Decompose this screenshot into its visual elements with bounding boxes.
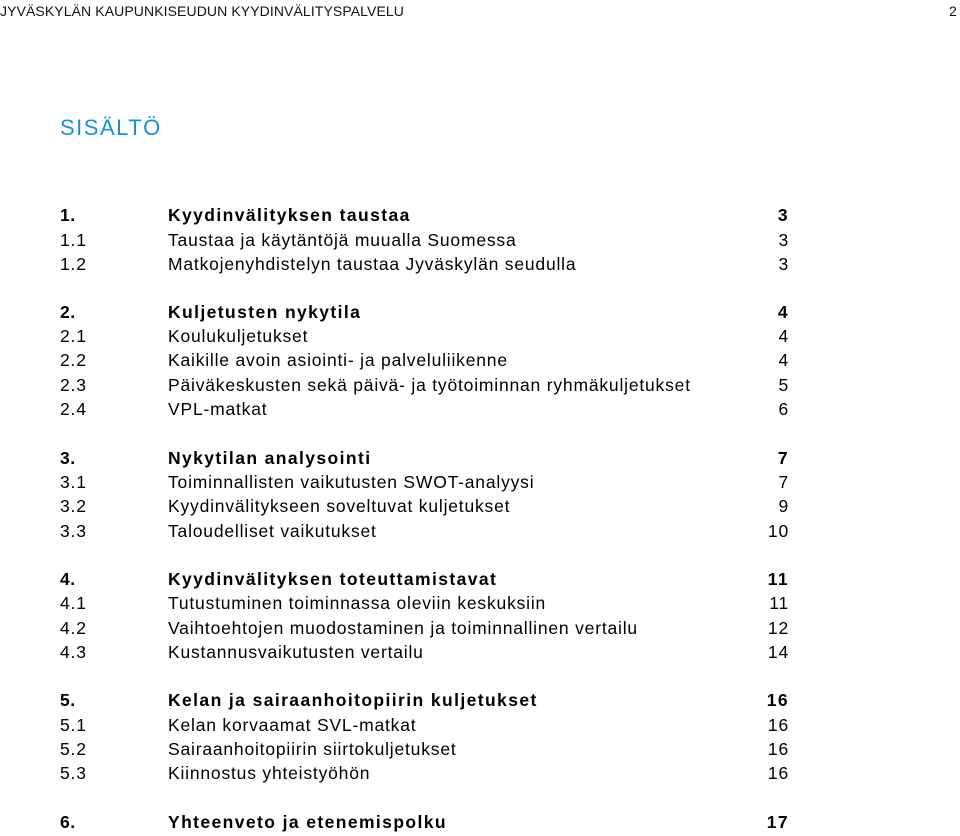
toc-entry-page: 11 [769,593,789,613]
toc-section-row [0,567,960,591]
toc-subsection-row [0,470,960,494]
toc-subsection-row [0,252,960,276]
toc-entry-number: 2. [60,302,76,322]
toc-entry-page: 5 [778,375,789,395]
toc-subsection-row [0,228,960,252]
toc-entry-number: 4.1 [60,593,87,613]
toc-entry-number: 3.2 [60,496,87,516]
toc-entry-number: 4. [60,569,76,589]
toc-entry-label: Tutustuminen toiminnassa oleviin keskuksiin [168,593,547,613]
toc-entry-number: 5.3 [60,763,87,783]
toc-entry-number: 4.2 [60,618,87,638]
toc-entry-label: Kelan ja sairaanhoitopiirin kuljetukset [168,690,538,710]
toc-entry-label: Kyydinvälityksen toteuttamistavat [168,569,498,589]
toc-entry-label: Yhteenveto ja etenemispolku [168,812,447,832]
toc-entry-page: 4 [778,326,789,346]
toc-subsection-row [0,324,960,348]
toc-entry-page: 4 [778,350,789,370]
toc-subsection-row [0,737,960,761]
toc-entry-label: Kyydinvälityksen taustaa [168,205,411,225]
toc-subsection-row [0,640,960,664]
toc-entry-label: Kyydinvälitykseen soveltuvat kuljetukset [168,496,511,516]
toc-entry-number: 3.3 [60,521,87,541]
toc-entry-number: 6. [60,812,76,832]
toc-entry-number: 2.2 [60,350,87,370]
toc-entry-page: 17 [766,812,789,832]
toc-entry-label: Taustaa ja käytäntöjä muualla Suomessa [168,230,517,250]
organization-name: JYVÄSKYLÄN KAUPUNKISEUDUN KYYDINVÄLITYSPALVELU [0,3,404,19]
toc-entry-number: 2.4 [60,399,87,419]
toc-entry-label: Nykytilan analysointi [168,448,372,468]
toc-subsection-row [0,494,960,518]
toc-entry-label: Vaihtoehtojen muodostaminen ja toiminnallinen vertailu [168,618,638,638]
toc-subsection-row [0,348,960,372]
toc-entry-page: 16 [767,715,789,735]
toc-entry-page: 12 [767,618,789,638]
toc-entry-number: 4.3 [60,642,87,662]
toc-section-row [0,300,960,324]
toc-entry-label: Kuljetusten nykytila [168,302,362,322]
toc-entry-number: 5.1 [60,715,87,735]
toc-entry-page: 16 [766,690,789,710]
toc-section-row [0,446,960,470]
toc-entry-number: 2.3 [60,375,87,395]
toc-entry-page: 3 [777,205,789,225]
toc-entry-label: Päiväkeskusten sekä päivä- ja työtoiminnan ryhmäkuljetukset [168,375,691,395]
toc-entry-page: 7 [778,472,789,492]
toc-entry-label: Taloudelliset vaikutukset [168,521,377,541]
toc-entry-page: 11 [767,569,789,589]
toc-entry-page: 16 [767,763,789,783]
toc-entry-label: Koulukuljetukset [168,326,309,346]
toc-entry-number: 1.1 [60,230,87,250]
toc-subsection-row [0,373,960,397]
toc-entry-page: 16 [767,739,789,759]
toc-entry-page: 3 [778,254,789,274]
toc-section-row [0,688,960,712]
toc-entry-page: 7 [777,448,789,468]
toc-entry-number: 3. [60,448,76,468]
toc-subsection-row [0,397,960,421]
toc-entry-page: 10 [767,521,789,541]
toc-entry-page: 14 [767,642,789,662]
toc-entry-label: Kustannusvaikutusten vertailu [168,642,424,662]
toc-entry-label: Kiinnostus yhteistyöhön [168,763,371,783]
toc-entry-number: 1.2 [60,254,87,274]
toc-subsection-row [0,713,960,737]
toc-section-row [0,203,960,227]
toc-entry-page: 9 [778,496,789,516]
page-header [0,0,960,24]
toc-entry-label: Matkojenyhdistelyn taustaa Jyväskylän seudulla [168,254,577,274]
toc-entry-label: Kelan korvaamat SVL-matkat [168,715,417,735]
toc-entry-label: Toiminnallisten vaikutusten SWOT-analyysi [168,472,535,492]
toc-section-row [0,810,960,834]
toc-entry-number: 3.1 [60,472,87,492]
toc-subsection-row [0,519,960,543]
toc-entry-number: 2.1 [60,326,87,346]
toc-entry-page: 3 [778,230,789,250]
page-number: 2 [949,3,957,19]
toc-entry-label: Sairaanhoitopiirin siirtokuljetukset [168,739,457,759]
toc-entry-number: 5. [60,690,76,710]
toc-entry-label: Kaikille avoin asiointi- ja palveluliikenne [168,350,508,370]
toc-entry-number: 1. [60,205,76,225]
toc-entry-number: 5.2 [60,739,87,759]
toc-entry-page: 6 [778,399,789,419]
toc-subsection-row [0,616,960,640]
toc-entry-page: 4 [777,302,789,322]
toc-title: SISÄLTÖ [60,115,162,140]
toc-entry-label: VPL-matkat [168,399,268,419]
toc-subsection-row [0,761,960,785]
toc-subsection-row [0,591,960,615]
